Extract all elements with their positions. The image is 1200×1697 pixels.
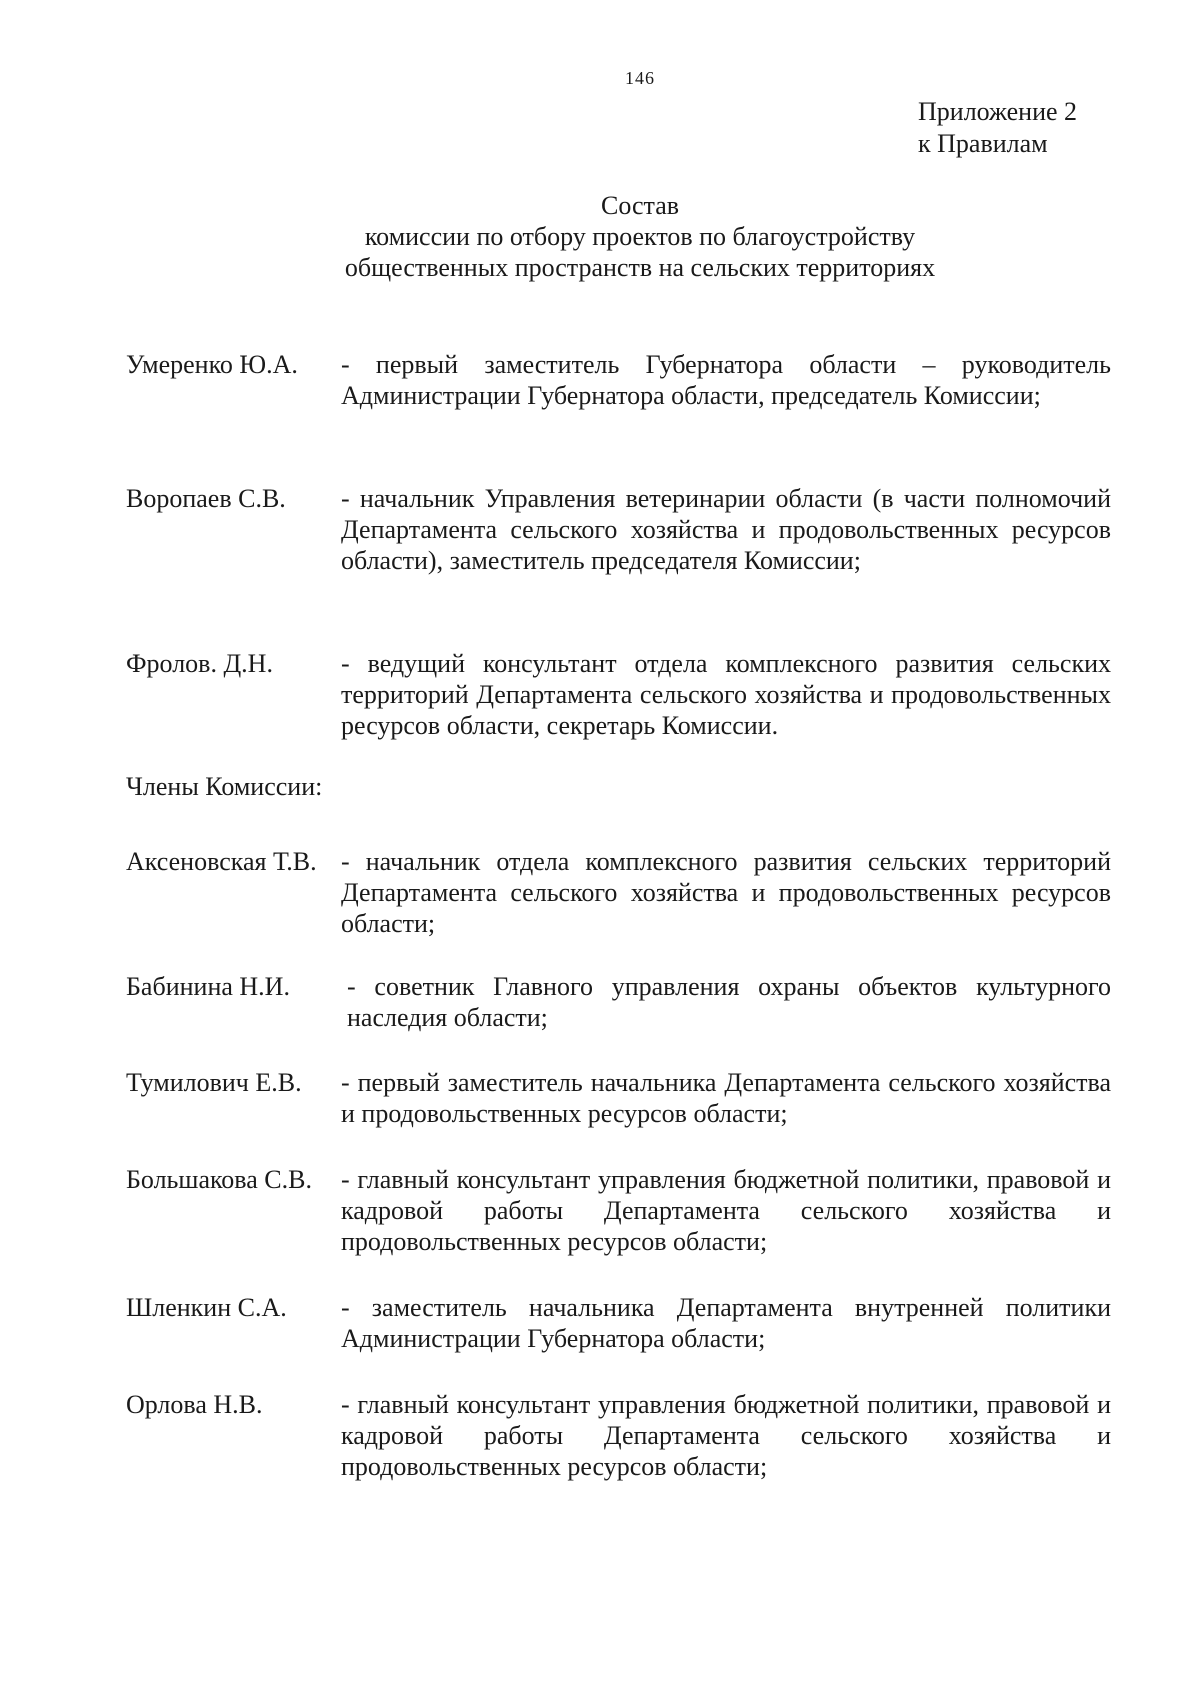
members-label: Члены Комиссии:	[126, 772, 323, 801]
appendix-line-1: Приложение 2	[918, 97, 1078, 126]
title-line-1: Состав	[600, 191, 680, 220]
member-name: Большакова С.В.	[126, 1165, 312, 1194]
member-description: - начальник отдела комплексного развития сельских территорий Департамента сельского хозяйства и продовольственных ресурсов области;	[341, 847, 1111, 938]
member-description: - заместитель начальника Департамента внутренней политики Администрации Губернатора области;	[341, 1293, 1111, 1353]
member-description: - ведущий консультант отдела комплексного развития сельских территорий Департамента сельского хозяйства и продовольственных ресурсов области, секретарь Комиссии.	[341, 649, 1111, 740]
member-name: Шленкин С.А.	[126, 1293, 287, 1322]
member-name: Бабинина Н.И.	[126, 972, 290, 1001]
member-name: Фролов. Д.Н.	[126, 649, 273, 678]
member-name: Аксеновская Т.В.	[126, 847, 317, 876]
appendix-reference	[918, 96, 1077, 160]
member-name: Воропаев С.В.	[126, 484, 286, 513]
title-line-2: комиссии по отбору проектов по благоустройству	[364, 222, 916, 251]
member-name: Орлова Н.В.	[126, 1390, 263, 1419]
member-description: - первый заместитель Губернатора области – руководитель Администрации Губернатора области, председатель Комиссии;	[341, 350, 1111, 410]
member-description: - начальник Управления ветеринарии области (в части полномочий Департамента сельского хозяйства и продовольственных ресурсов области), заместитель председателя Комиссии;	[341, 484, 1111, 575]
title-line-3: общественных пространств на сельских территориях	[344, 253, 936, 282]
member-description: - главный консультант управления бюджетной политики, правовой и кадровой работы Департамента сельского хозяйства и продовольственных ресурсов области;	[341, 1165, 1111, 1256]
page-number: 146	[625, 68, 655, 88]
member-description: - советник Главного управления охраны объектов культурного наследия области;	[347, 972, 1111, 1032]
member-description: - первый заместитель начальника Департамента сельского хозяйства и продовольственных ресурсов области;	[341, 1068, 1111, 1128]
appendix-line-2: к Правилам	[918, 129, 1048, 158]
member-name: Тумилович Е.В.	[126, 1068, 302, 1097]
member-description: - главный консультант управления бюджетной политики, правовой и кадровой работы Департамента сельского хозяйства и продовольственных ресурсов области;	[341, 1390, 1111, 1481]
document-title	[0, 190, 1200, 283]
member-name: Умеренко Ю.А.	[126, 350, 298, 379]
